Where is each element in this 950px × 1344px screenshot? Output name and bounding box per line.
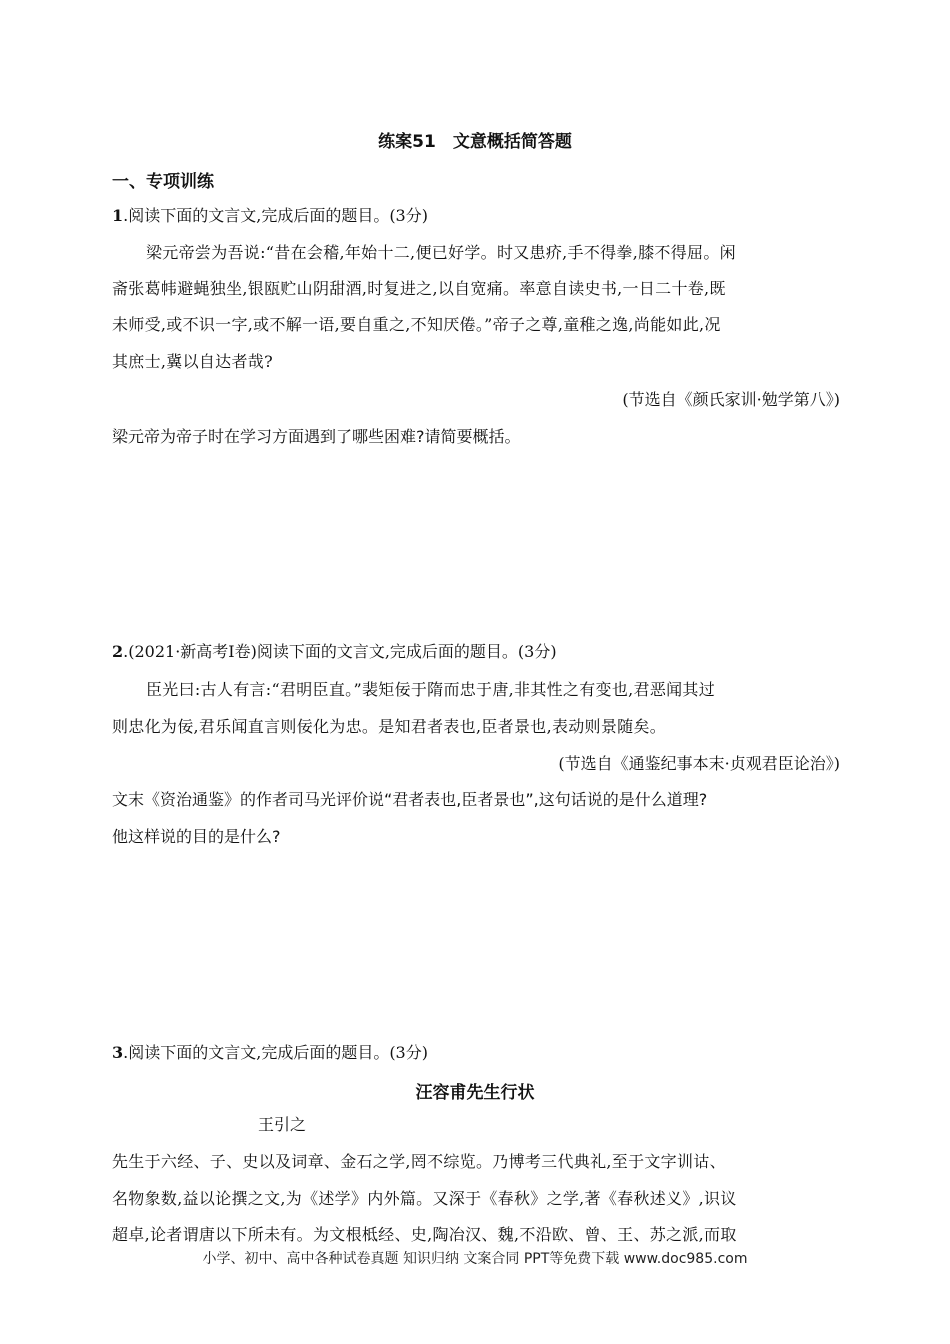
question-1-stem xyxy=(112,203,428,226)
passage-line: 先生于六经、子、史以及词章、金石之学,罔不综览。乃博考三代典礼,至于文字训诂、 xyxy=(112,1152,726,1171)
question-number: 3 xyxy=(112,1043,124,1062)
question-stem-text: .阅读下面的文言文,完成后面的题目。(3分) xyxy=(123,206,428,225)
passage-line: 名物象数,益以论撰之文,为《述学》内外篇。又深于《春秋》之学,著《春秋述义》,识议 xyxy=(112,1189,737,1208)
passage-line: 梁元帝尝为吾说:“昔在会稽,年始十二,便已好学。时又患疥,手不得拳,膝不得屈。闲 xyxy=(146,243,736,262)
question-3-stem xyxy=(112,1040,428,1063)
page-title: 练案51 文意概括简答题 xyxy=(378,132,572,152)
passage-line: 超卓,论者谓唐以下所未有。为文根柢经、史,陶冶汉、魏,不沿欧、曾、王、苏之派,而取 xyxy=(112,1225,737,1244)
passage-title: 汪容甫先生行状 xyxy=(415,1083,535,1103)
passage-source: (节选自《颜氏家训·勉学第八》) xyxy=(622,390,840,409)
section-heading: 一、专项训练 xyxy=(112,172,214,192)
question-2-prompt-line: 文末《资治通鉴》的作者司马光评价说“君者表也,臣者景也”,这句话说的是什么道理? xyxy=(112,790,708,809)
passage-line: 其庶士,冀以自达者哉? xyxy=(112,352,273,371)
question-stem-text: .(2021·新高考Ⅰ卷)阅读下面的文言文,完成后面的题目。(3分) xyxy=(123,642,557,661)
passage-line: 未师受,或不识一字,或不解一语,要自重之,不知厌倦。”帝子之尊,童稚之逸,尚能如此,况 xyxy=(112,315,721,334)
question-stem-text: .阅读下面的文言文,完成后面的题目。(3分) xyxy=(123,1043,428,1062)
page-footer: 小学、初中、高中各种试卷真题 知识归纳 文案合同 PPT等免费下载 www.doc985.com xyxy=(202,1251,748,1267)
passage-line: 斋张葛帏避蝇独坐,银瓯贮山阴甜酒,时复进之,以自宽痛。率意自读史书,一日二十卷,既 xyxy=(112,279,726,298)
passage-line: 臣光曰:古人有言:“君明臣直。”裴矩佞于隋而忠于唐,非其性之有变也,君恶闻其过 xyxy=(146,680,716,699)
question-number: 1 xyxy=(112,206,124,225)
question-1-prompt: 梁元帝为帝子时在学习方面遇到了哪些困难?请简要概括。 xyxy=(112,427,521,446)
question-2-stem xyxy=(112,639,557,662)
question-2-prompt-line: 他这样说的目的是什么? xyxy=(112,827,281,846)
question-number: 2 xyxy=(112,642,124,661)
passage-author: 王引之 xyxy=(258,1115,307,1134)
passage-source: (节选自《通鉴纪事本末·贞观君臣论治》) xyxy=(558,754,840,773)
passage-line: 则忠化为佞,君乐闻直言则佞化为忠。是知君者表也,臣者景也,表动则景随矣。 xyxy=(112,717,667,736)
